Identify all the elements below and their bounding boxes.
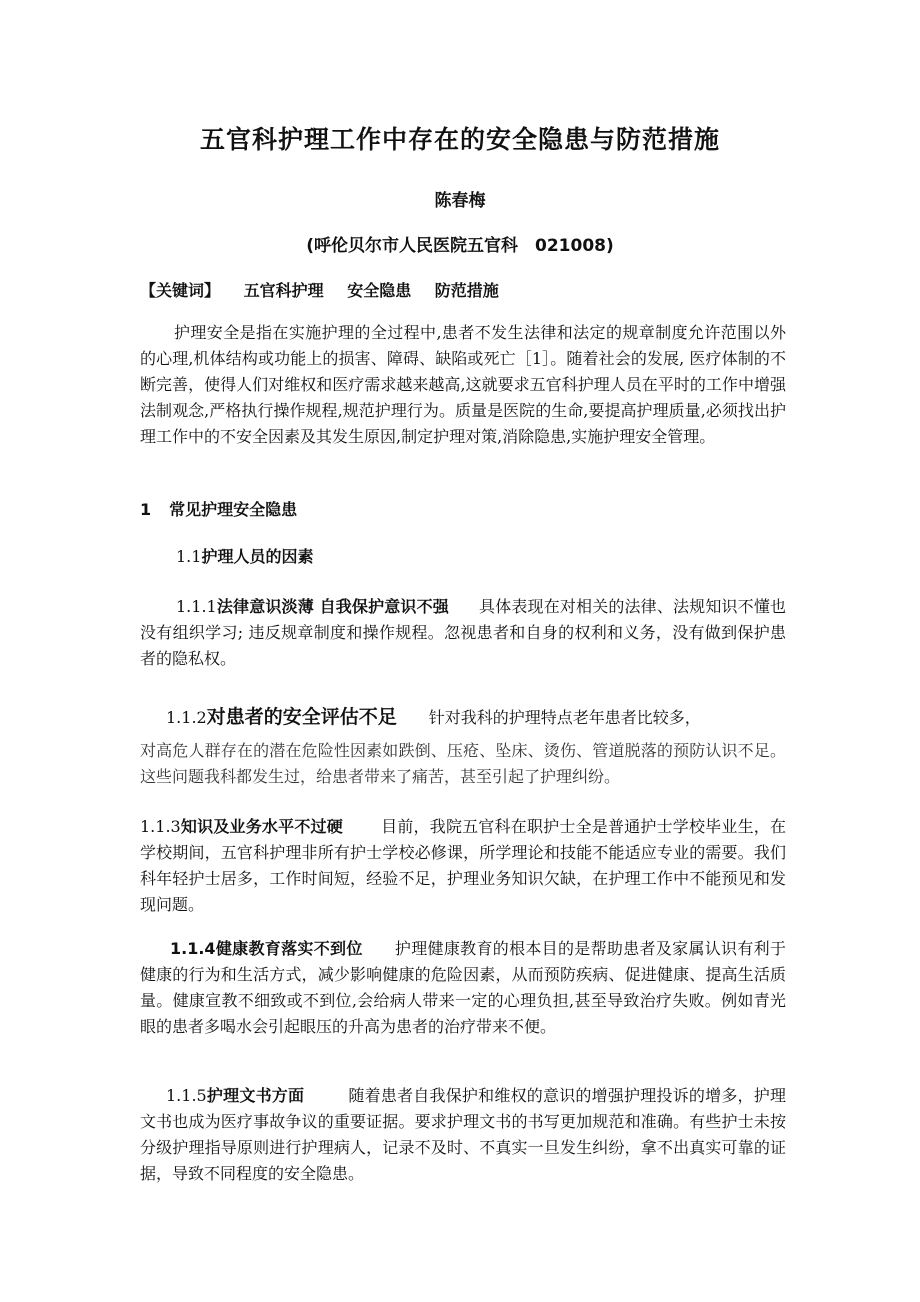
subsection-heading	[176, 544, 313, 567]
item-heading: 健康教育落实不到位	[215, 939, 363, 958]
section-heading	[140, 497, 297, 520]
item-number: 1.1.4	[170, 939, 216, 958]
item-lead-text: 针对我科的护理特点老年患者比较多，	[428, 708, 701, 727]
section-title: 常见护理安全隐患	[169, 500, 298, 519]
item-paragraph	[140, 594, 786, 672]
keywords-label: 【关键词】	[140, 281, 221, 300]
item-number: 1.1.1	[176, 597, 217, 616]
keywords-line	[140, 278, 800, 301]
item-paragraph	[140, 1083, 786, 1187]
item-body-paragraph: 对高危人群存在的潜在危险性因素如跌倒、压疮、坠床、烫伤、管道脱落的预防认识不足。这些问题我科都发生过，给患者带来了痛苦，甚至引起了护理纠纷。	[140, 741, 786, 786]
item-heading: 知识及业务水平不过硬	[180, 817, 343, 836]
item-number: 1.1.2	[166, 708, 207, 727]
item-body: 随着患者自我保护和维权的意识的增强护理投诉的增多，护理文书也成为医疗事故争议的重要证据。要求护理文书的书写更加规范和准确。有些护士未按分级护理指导原则进行护理病人，记录不及时、不真实一旦发生纠纷，拿不出真实可靠的证据，导致不同程度的安全隐患。	[140, 1086, 786, 1183]
item-body: 护理健康教育的根本目的是帮助患者及家属认识有利于健康的行为和生活方式，减少影响健康的危险因素，从而预防疾病、促进健康、提高生活质量。健康宣教不细致或不到位,会给病人带来一定的心理负担,甚至导致治疗失败。例如青光眼的患者多喝水会引起眼压的升高为患者的治疗带来不便。	[140, 939, 786, 1036]
item-paragraph	[140, 814, 786, 918]
item-body: 目前，我院五官科在职护士全是普通护士学校毕业生，在学校期间，五官科护理非所有护士学校必修课，所学理论和技能不能适应专业的需要。我们科年轻护士居多，工作时间短，经验不足，护理业务知识欠缺，在护理工作中不能预见和发现问题。	[140, 817, 786, 914]
subsection-title: 护理人员的因素	[201, 547, 314, 566]
item-heading-line	[166, 702, 701, 729]
section-number: 1	[140, 500, 152, 519]
keyword-item: 防范措施	[434, 281, 499, 300]
item-paragraph	[140, 936, 786, 1040]
item-heading: 法律意识淡薄 自我保护意识不强	[216, 597, 449, 616]
keyword-item: 五官科护理	[243, 281, 324, 300]
item-number: 1.1.5	[166, 1086, 207, 1105]
item-heading: 护理文书方面	[206, 1086, 305, 1105]
intro-paragraph: 护理安全是指在实施护理的全过程中,患者不发生法律和法定的规章制度允许范围以外的心理,机体结构或功能上的损害、障碍、缺陷或死亡［1］。随着社会的发展, 医疗体制的不断完善，使得人们对维权和医疗需求越来越高,这就要求五官科护理人员在平时的工作中增强法制观念,严格执行操作规程,规范护理行为。质量是医院的生命,要提高护理质量,必须找出护理工作中的不安全因素及其发生原因,制定护理对策,消除隐患,实施护理安全管理。	[140, 323, 786, 446]
item-number: 1.1.3	[140, 817, 181, 836]
document-title: 五官科护理工作中存在的安全隐患与防范措施	[199, 125, 720, 154]
author-affiliation: (呼伦贝尔市人民医院五官科 021008)	[306, 236, 614, 256]
author-name: 陈春梅	[434, 191, 486, 211]
keyword-item: 安全隐患	[347, 281, 412, 300]
item-body: 具体表现在对相关的法律、法规知识不懂也没有组织学习; 违反规章制度和操作规程。忽视患者和自身的权利和义务，没有做到保护患者的隐私权。	[140, 597, 786, 668]
subsection-number: 1.1	[176, 547, 202, 566]
item-heading: 对患者的安全评估不足	[206, 706, 397, 728]
